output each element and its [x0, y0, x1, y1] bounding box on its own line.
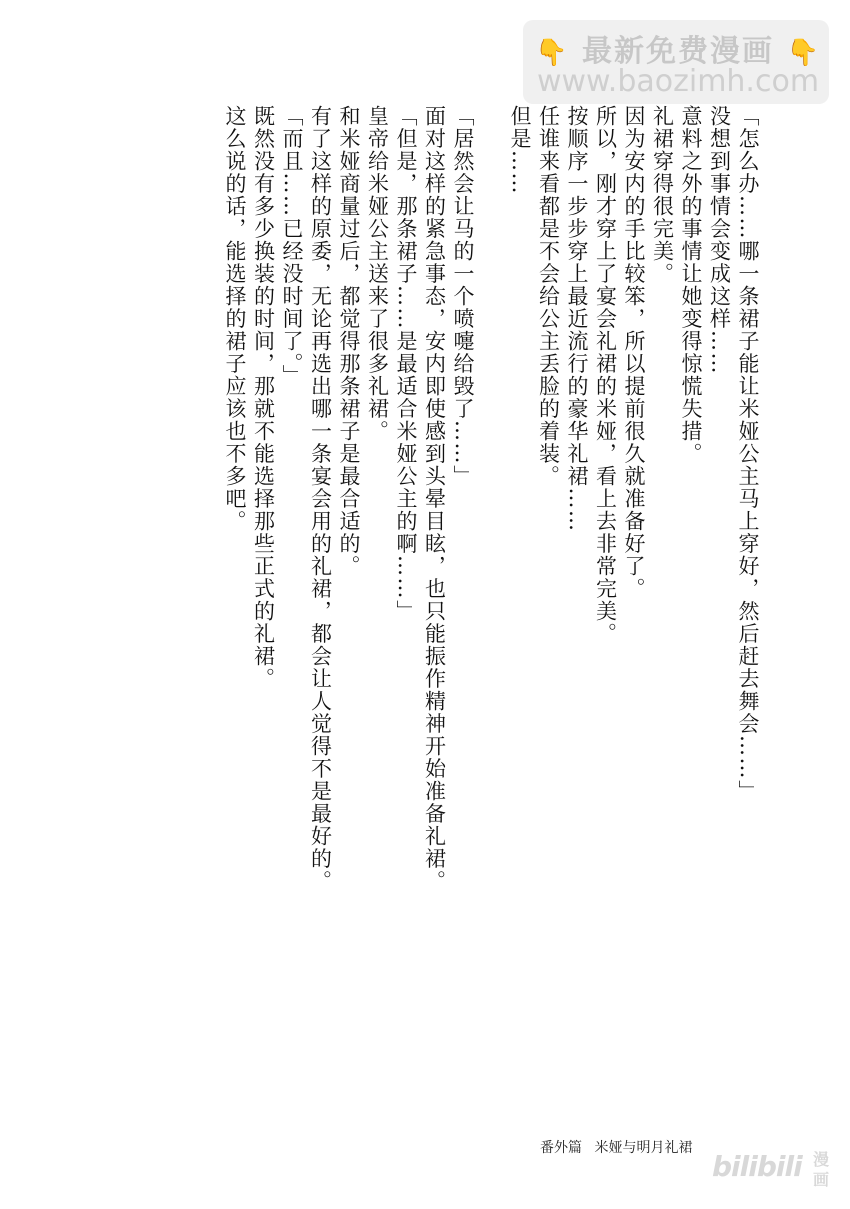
bilibili-manga-logo — [712, 1150, 837, 1194]
pointing-down-hand-icon: 👇 — [786, 38, 821, 68]
text-line: 这么说的话，能选择的裙子应该也不多吧。 — [223, 105, 247, 533]
text-line: 面对这样的紧急事态，安内即使感到头晕目眩，也只能振作精神开始准备礼裙。 — [422, 105, 447, 893]
chapter-footer — [540, 1137, 692, 1157]
chapter-title: 米娅与明月礼裙 — [594, 1140, 693, 1156]
text-line: 所以，刚才穿上了宴会礼裙的米娅，看上去非常完美。 — [593, 105, 618, 645]
text-line: 「居然会让马的一个喷嚏给毁了……」 — [451, 105, 475, 488]
blank-line-spacer — [477, 105, 506, 985]
chapter-label: 番外篇 — [540, 1140, 582, 1156]
text-line: 意料之外的事情让她变得惊慌失措。 — [679, 105, 703, 465]
text-line: 礼裙穿得很完美。 — [650, 105, 675, 285]
watermark-url: www.baozimh.com — [536, 64, 820, 99]
text-line: 按顺序一步步穿上最近流行的豪华礼裙…… — [565, 105, 589, 533]
vertical-text-body — [221, 105, 763, 985]
text-line: 和米娅商量过后，都觉得那条裙子是最合适的。 — [337, 105, 361, 578]
text-line: 既然没有多少换装的时间，那就不能选择那些正式的礼裙。 — [251, 105, 276, 690]
text-line: 「但是，那条裙子……是最适合米娅公主的啊……」 — [394, 105, 418, 623]
text-line: 因为安内的手比较笨，所以提前很久就准备好了。 — [622, 105, 646, 600]
bilibili-logo-side-text: 漫画 — [813, 1150, 830, 1189]
text-line: 没想到事情会变成这样…… — [707, 105, 732, 375]
text-line: 任谁来看都是不会给公主丢脸的着装。 — [536, 105, 561, 488]
pointing-down-hand-icon: 👇 — [535, 38, 570, 68]
watermark-banner — [523, 20, 829, 104]
watermark-title-text: 最新免费漫画 — [582, 34, 774, 69]
text-line: 但是…… — [508, 105, 532, 195]
bilibili-logo-text: bilibili — [712, 1150, 802, 1183]
text-line: 皇帝给米娅公主送来了很多礼裙。 — [365, 105, 390, 443]
text-line: 「怎么办……哪一条裙子能让米娅公主马上穿好，然后赶去舞会……」 — [736, 105, 760, 803]
text-line: 「而且……已经没时间了。」 — [280, 105, 304, 387]
text-line: 有了这样的原委，无论再选出哪一条宴会用的礼裙，都会让人觉得不是最好的。 — [308, 105, 333, 893]
